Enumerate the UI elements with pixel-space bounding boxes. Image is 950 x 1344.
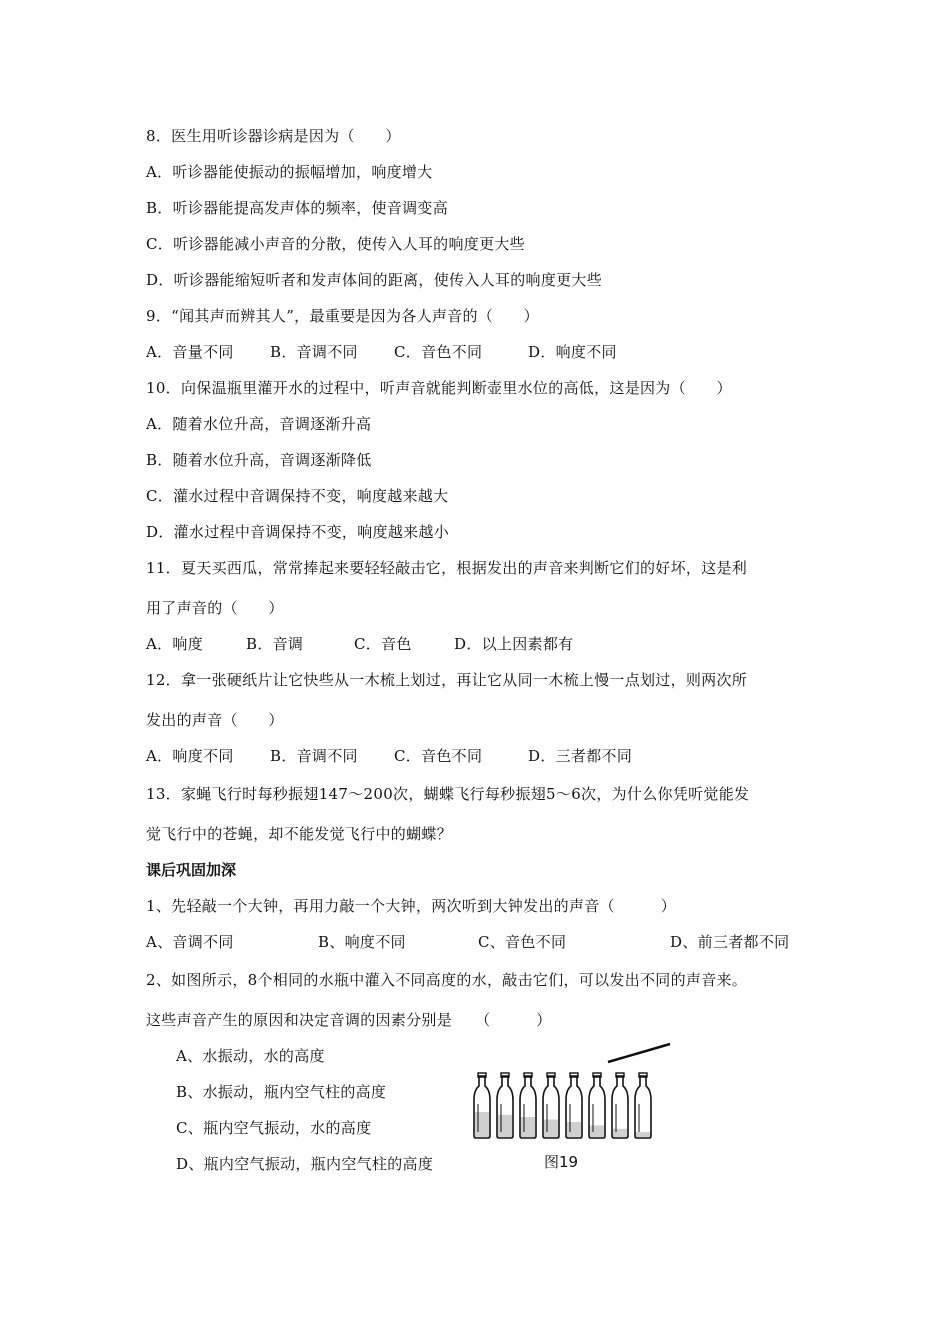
q9-option-d: D．响度不同 xyxy=(528,343,617,361)
p2-option-a: A、水振动，水的高度 xyxy=(176,1047,325,1065)
p2-stem-line1: 2、如图所示，8个相同的水瓶中灌入不同高度的水，敲击它们，可以发出不同的声音来。 xyxy=(146,971,748,989)
bottle xyxy=(566,1073,582,1138)
figure-caption: 图19 xyxy=(544,1153,579,1171)
bottle-water xyxy=(590,1125,604,1137)
q10-option-c: C．灌水过程中音调保持不变，响度越来越大 xyxy=(146,487,449,505)
bottle-mouth xyxy=(639,1073,647,1077)
p2-option-c: C、瓶内空气振动，水的高度 xyxy=(176,1119,372,1137)
bottle-outline xyxy=(635,1076,651,1138)
bottle-mouth xyxy=(547,1073,555,1077)
q8-option-c: C．听诊器能减小声音的分散，使传入人耳的响度更大些 xyxy=(146,235,525,253)
q9-stem: 9．“闻其声而辨其人”，最重要是因为各人声音的（ ） xyxy=(146,307,539,325)
p1-option-c: C、音色不同 xyxy=(478,933,567,951)
p1-option-b: B、响度不同 xyxy=(318,933,406,951)
bottle-water xyxy=(613,1129,627,1137)
p2-option-b: B、水振动，瓶内空气柱的高度 xyxy=(176,1083,387,1101)
bottle-water xyxy=(521,1117,535,1137)
q9-option-c: C．音色不同 xyxy=(394,343,483,361)
p1-stem: 1、先轻敲一个大钟，再用力敲一个大钟，两次听到大钟发出的声音（ ） xyxy=(146,897,677,915)
p1-option-a: A、音调不同 xyxy=(146,933,234,951)
q13-stem-line1: 13．家蝇飞行时每秒振翅147～200次，蝴蝶飞行每秒振翅5～6次，为什么你凭听觉能发 xyxy=(146,785,750,803)
bottle xyxy=(635,1073,651,1138)
bottle-mouth xyxy=(593,1073,601,1077)
q12-option-d: D．三者都不同 xyxy=(528,747,633,765)
q11-stem-line2: 用了声音的（ ） xyxy=(146,599,284,617)
q13-stem-line2: 觉飞行中的苍蝇，却不能发觉飞行中的蝴蝶？ xyxy=(146,825,453,843)
q12-stem-line1: 12．拿一张硬纸片让它快些从一木梳上划过，再让它从同一木梳上慢一点划过，则两次所 xyxy=(146,671,748,689)
q11-option-b: B．音调 xyxy=(246,635,304,653)
q11-option-c: C．音色 xyxy=(354,635,412,653)
bottle-mouth xyxy=(616,1073,624,1077)
p1-option-d: D、前三者都不同 xyxy=(670,933,790,951)
p2-option-d: D、瓶内空气振动，瓶内空气柱的高度 xyxy=(176,1155,434,1173)
bottle-mouth xyxy=(570,1073,578,1077)
q12-option-b: B．音调不同 xyxy=(270,747,358,765)
bottle xyxy=(520,1073,536,1138)
bottle xyxy=(589,1073,605,1138)
q8-option-a: A．听诊器能使振动的振幅增加，响度增大 xyxy=(146,163,433,181)
bottle-water xyxy=(498,1115,512,1137)
q8-option-b: B．听诊器能提高发声体的频率，使音调变高 xyxy=(146,199,449,217)
q9-option-b: B．音调不同 xyxy=(270,343,358,361)
bottle-water xyxy=(636,1132,650,1137)
section-title: 课后巩固加深 xyxy=(146,861,237,879)
q11-stem-line1: 11．夏天买西瓜，常常捧起来要轻轻敲击它，根据发出的声音来判断它们的好坏，这是利 xyxy=(146,559,748,577)
q8-stem: 8．医生用听诊器诊病是因为（ ） xyxy=(146,127,401,145)
bottle xyxy=(474,1073,490,1138)
q10-stem: 10．向保温瓶里灌开水的过程中，听声音就能判断壶里水位的高低，这是因为（ ） xyxy=(146,379,732,397)
bottle-mouth xyxy=(501,1073,509,1077)
p2-stem-line2: 这些声音产生的原因和决定音调的因素分别是 （ ） xyxy=(146,1011,552,1029)
bottle-water xyxy=(475,1112,489,1137)
q9-option-a: A．音量不同 xyxy=(146,343,234,361)
q11-option-a: A．响度 xyxy=(146,635,204,653)
striker-stick xyxy=(608,1044,670,1062)
bottle-mouth xyxy=(478,1073,486,1077)
bottle xyxy=(612,1073,628,1138)
q12-option-a: A．响度不同 xyxy=(146,747,234,765)
bottle-water xyxy=(544,1120,558,1137)
bottle xyxy=(497,1073,513,1138)
bottles-figure xyxy=(470,1040,680,1140)
bottle-water xyxy=(567,1122,581,1137)
q10-option-b: B．随着水位升高，音调逐渐降低 xyxy=(146,451,372,469)
bottle-outline xyxy=(612,1076,628,1138)
q11-option-d: D．以上因素都有 xyxy=(454,635,574,653)
q12-stem-line2: 发出的声音（ ） xyxy=(146,711,284,729)
bottle-mouth xyxy=(524,1073,532,1077)
q12-option-c: C．音色不同 xyxy=(394,747,483,765)
q10-option-a: A．随着水位升高，音调逐渐升高 xyxy=(146,415,372,433)
q8-option-d: D．听诊器能缩短听者和发声体间的距离，使传入人耳的响度更大些 xyxy=(146,271,603,289)
q10-option-d: D．灌水过程中音调保持不变，响度越来越小 xyxy=(146,523,450,541)
bottle xyxy=(543,1073,559,1138)
